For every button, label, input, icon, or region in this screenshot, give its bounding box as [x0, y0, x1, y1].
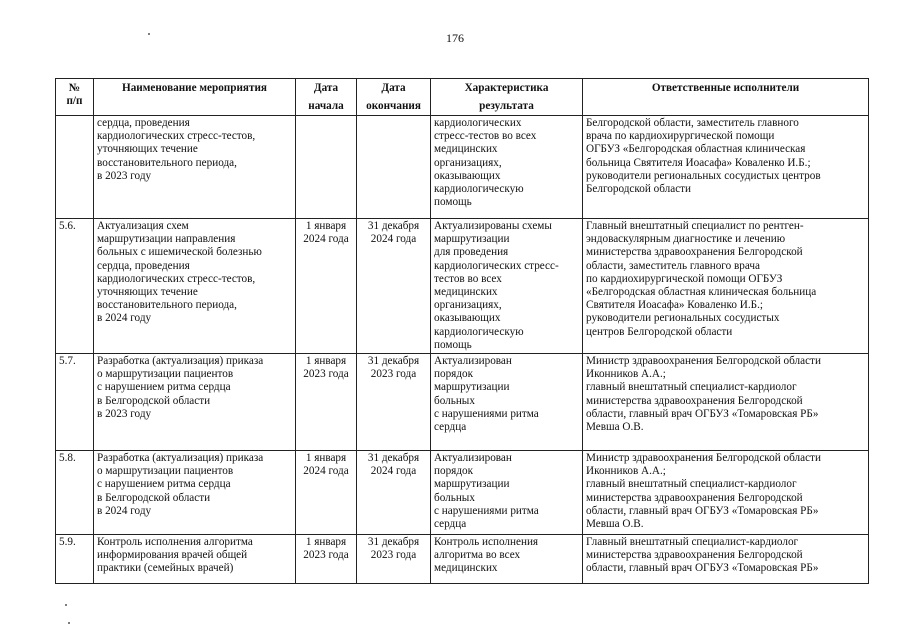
scan-speck — [65, 604, 67, 606]
table-header-row — [56, 79, 869, 116]
cell-line: области, главный врач ОГБУЗ «Томаровская РБ» — [586, 407, 819, 420]
cell-line: ОГБУЗ «Белгородская областная клиническая — [586, 143, 806, 156]
cell-line: сердца — [434, 421, 467, 434]
header-end-date: Дата окончания — [357, 79, 431, 116]
cell-line: главный внештатный специалист-кардиолог — [586, 478, 797, 491]
cell-line: кардиологических стресс-тестов, — [97, 272, 256, 285]
cell-start-date — [296, 219, 357, 354]
cell-line: 1 января — [305, 452, 347, 465]
cell-end-date — [357, 354, 431, 451]
cell-line: восстановительного периода, — [97, 156, 237, 169]
cell-line: Разработка (актуализация) приказа — [97, 452, 264, 465]
cell-line: Иконников А.А.; — [586, 368, 666, 381]
cell-line: информирования врачей общей — [97, 549, 248, 562]
cell-line: уточняющих течение — [97, 143, 198, 156]
cell-start-date — [296, 451, 357, 535]
cell-end-date — [357, 535, 431, 584]
cell-result — [431, 354, 583, 451]
cell-line: «Белгородская областная клиническая больница — [586, 286, 817, 299]
cell-line: больных — [434, 394, 475, 407]
cell-result — [431, 116, 583, 219]
cell-line: о маршрутизации пациентов — [97, 368, 234, 381]
cell-name — [94, 116, 296, 219]
cell-line: алгоритма во всех — [434, 549, 521, 562]
cell-result — [431, 219, 583, 354]
cell-line: 2023 года — [370, 549, 417, 562]
cell-line: медицинских — [434, 562, 498, 575]
cell-line: кардиологических стресс- — [434, 259, 559, 272]
cell-line: в 2024 году — [97, 504, 152, 517]
cell-line: 2024 года — [303, 233, 349, 246]
cell-line: Главный внештатный специалист по рентген- — [586, 220, 804, 232]
cell-line: по кардиохирургической помощи ОГБУЗ — [586, 272, 783, 285]
cell-line: стресс-тестов во всех — [434, 130, 537, 143]
cell-line: практики (семейных врачей) — [97, 562, 234, 575]
cell-line: 31 декабря — [367, 536, 420, 549]
cell-line: Разработка (актуализация) приказа — [97, 355, 264, 368]
cell-line: 31 декабря — [367, 220, 420, 232]
cell-line: кардиологических стресс-тестов, — [97, 130, 256, 143]
header-num: № п/п — [56, 79, 94, 116]
cell-line: 1 января — [305, 355, 347, 368]
cell-line: о маршрутизации пациентов — [97, 465, 234, 478]
cell-line: области, заместитель главного врача — [586, 259, 760, 272]
cell-line: Иконников А.А.; — [586, 465, 666, 478]
cell-line: 31 декабря — [367, 355, 420, 368]
cell-line: главный внештатный специалист-кардиолог — [586, 381, 797, 394]
cell-num — [56, 116, 94, 219]
cell-line: с нарушением ритма сердца — [97, 478, 231, 491]
cell-result — [431, 535, 583, 584]
cell-responsible — [583, 116, 869, 219]
cell-line: с нарушениями ритма — [434, 407, 539, 420]
cell-line: кардиологическую — [434, 183, 524, 196]
cell-line: Актуализирован — [434, 452, 512, 465]
cell-line: в Белгородской области — [97, 491, 211, 504]
cell-line: области, главный врач ОГБУЗ «Томаровская РБ» — [586, 562, 819, 575]
page-number: 176 — [446, 31, 464, 45]
cell-line: Белгородской области — [586, 183, 692, 196]
cell-start-date — [296, 354, 357, 451]
cell-line: Актуализация схем — [97, 220, 189, 232]
cell-line: больница Святителя Иоасафа» Коваленко И.Б.; — [586, 156, 811, 169]
cell-result — [431, 451, 583, 535]
cell-line: руководители региональных сосудистых центров — [586, 169, 821, 182]
cell-line: министерства здравоохранения Белгородской — [586, 491, 803, 504]
cell-line: порядок — [434, 465, 474, 478]
cell-line: маршрутизации — [434, 478, 510, 491]
table-row — [56, 354, 869, 451]
header-name: Наименование мероприятия — [94, 79, 296, 116]
header-responsible: Ответственные исполнители — [583, 79, 869, 116]
cell-name — [94, 451, 296, 535]
cell-responsible — [583, 535, 869, 584]
table-row — [56, 219, 869, 354]
cell-responsible — [583, 219, 869, 354]
cell-line: маршрутизации направления — [97, 233, 236, 246]
cell-line: 2024 года — [303, 465, 349, 478]
cell-line: сердца, проведения — [97, 259, 190, 272]
cell-line: области, главный врач ОГБУЗ «Томаровская РБ» — [586, 504, 819, 517]
cell-line: 2023 года — [370, 368, 417, 381]
cell-line: в Белгородской области — [97, 394, 211, 407]
cell-line: маршрутизации — [434, 381, 510, 394]
cell-line: Министр здравоохранения Белгородской области — [586, 452, 821, 465]
cell-end-date — [357, 219, 431, 354]
cell-line: Главный внештатный специалист-кардиолог — [586, 536, 799, 549]
cell-line: министерства здравоохранения Белгородской — [586, 246, 803, 259]
table-row — [56, 451, 869, 535]
cell-line: в 2023 году — [97, 169, 152, 182]
events-table — [55, 78, 869, 584]
cell-start-date — [296, 535, 357, 584]
cell-line: маршрутизации — [434, 233, 510, 246]
cell-line: Мевша О.В. — [586, 421, 644, 434]
cell-line: медицинских — [434, 143, 498, 156]
cell-line: с нарушением ритма сердца — [97, 381, 231, 394]
cell-line: в 2023 году — [97, 407, 152, 420]
cell-line: Контроль исполнения — [434, 536, 539, 549]
cell-line: сердца — [434, 518, 467, 531]
scan-speck — [68, 622, 70, 624]
cell-name — [94, 219, 296, 354]
cell-end-date — [357, 451, 431, 535]
cell-responsible — [583, 451, 869, 535]
cell-line: 2024 года — [370, 465, 417, 478]
cell-line: Мевша О.В. — [586, 518, 644, 531]
cell-line: помощь — [434, 338, 472, 351]
cell-line: сердца, проведения — [97, 117, 190, 129]
header-result: Характеристика результата — [431, 79, 583, 116]
cell-responsible — [583, 354, 869, 451]
cell-line: Белгородской области, заместитель главного — [586, 117, 799, 129]
cell-line: кардиологических — [434, 117, 522, 129]
cell-line: медицинских — [434, 286, 498, 299]
cell-line: больных — [434, 491, 475, 504]
cell-line: эндоваскулярным диагностике и лечению — [586, 233, 786, 246]
cell-end-date — [357, 116, 431, 219]
cell-line: оказывающих — [434, 169, 501, 182]
cell-line: организациях, — [434, 299, 502, 312]
cell-line: оказывающих — [434, 312, 501, 325]
cell-line: помощь — [434, 196, 472, 209]
cell-line: Министр здравоохранения Белгородской области — [586, 355, 821, 368]
cell-num: 5.7. — [56, 354, 94, 451]
cell-line: тестов во всех — [434, 272, 502, 285]
cell-name — [94, 354, 296, 451]
cell-line: порядок — [434, 368, 474, 381]
cell-line: 2023 года — [303, 549, 349, 562]
cell-line: Контроль исполнения алгоритма — [97, 536, 253, 549]
cell-line: уточняющих течение — [97, 286, 198, 299]
cell-line: руководители региональных сосудистых — [586, 312, 780, 325]
header-start-date: Дата начала — [296, 79, 357, 116]
cell-line: в 2024 году — [97, 312, 152, 325]
table-row — [56, 116, 869, 219]
cell-line: Актуализированы схемы — [434, 220, 552, 232]
cell-line: центров Белгородской области — [586, 325, 733, 338]
cell-line: больных с ишемической болезнью — [97, 246, 262, 259]
cell-num: 5.8. — [56, 451, 94, 535]
scan-speck — [148, 33, 150, 35]
cell-line: кардиологическую — [434, 325, 524, 338]
cell-name — [94, 535, 296, 584]
cell-line: 2024 года — [370, 233, 417, 246]
cell-line: организациях, — [434, 156, 502, 169]
cell-line: восстановительного периода, — [97, 299, 237, 312]
cell-line: для проведения — [434, 246, 509, 259]
cell-line: 1 января — [305, 220, 347, 232]
cell-line: министерства здравоохранения Белгородской — [586, 549, 803, 562]
cell-line: Святителя Иоасафа» Коваленко И.Б.; — [586, 299, 764, 312]
cell-num: 5.9. — [56, 535, 94, 584]
cell-start-date — [296, 116, 357, 219]
cell-line: 2023 года — [303, 368, 349, 381]
cell-line: 31 декабря — [367, 452, 420, 465]
cell-num: 5.6. — [56, 219, 94, 354]
cell-line: министерства здравоохранения Белгородской — [586, 394, 803, 407]
cell-line: врача по кардиохирургической помощи — [586, 130, 775, 143]
table-row — [56, 535, 869, 584]
cell-line: 1 января — [305, 536, 347, 549]
cell-line: с нарушениями ритма — [434, 504, 539, 517]
cell-line: Актуализирован — [434, 355, 512, 368]
